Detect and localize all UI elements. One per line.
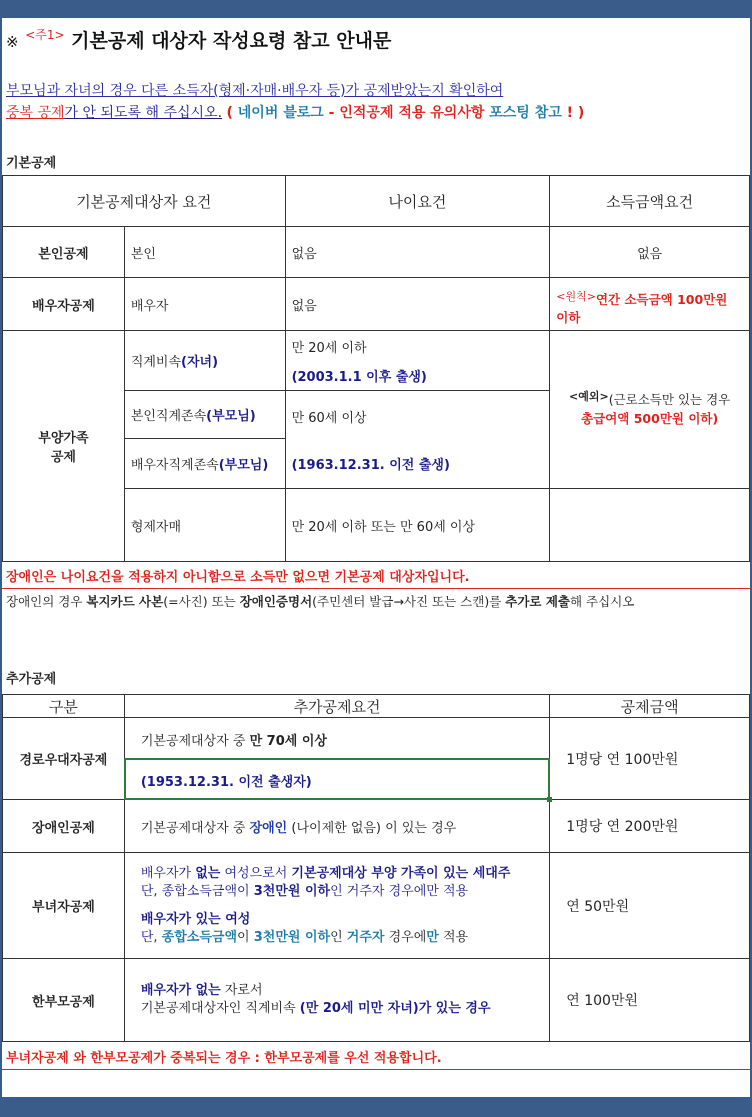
amount-disabled: 1명당 연 200만원	[550, 800, 750, 853]
category-woman: 부녀자공제	[3, 853, 125, 959]
category-elderly: 경로우대자공제	[3, 718, 125, 800]
notice-line-1: 부모님과 자녀의 경우 다른 소득자(형제·자매·배우자 등)가 공제받았는지 확인하여	[6, 83, 504, 99]
income-spouse: 연간 소득금액 100만원 이하	[556, 292, 728, 325]
req-disabled	[124, 800, 549, 853]
category-dependents-line1: 부양가족	[38, 431, 89, 446]
additional-section-label: 추가공제	[6, 672, 57, 687]
req-elderly-prefix: 기본공제대상자 중	[140, 734, 250, 749]
req-single-b2: (만 20세 미만 자녀)가 있는 경우	[299, 1001, 491, 1016]
exception-amount: 총급여액 500만원 이하)	[581, 411, 719, 426]
who-child-paren: (자녀)	[181, 355, 219, 370]
req-woman-c1: 배우자가 있는 여성	[140, 911, 251, 927]
blog-link-text[interactable]: 네이버 블로그	[237, 105, 324, 121]
exception-tag: <예외>	[569, 390, 609, 403]
disabled-info-add: 추가로 제출	[505, 594, 570, 609]
req-single-a1: 배우자가 없는	[140, 983, 221, 998]
category-single-parent: 한부모공제	[3, 959, 125, 1042]
req-woman-d5: 인	[330, 929, 347, 945]
req-woman	[124, 853, 549, 959]
age-elder	[285, 391, 550, 489]
req-single-parent	[124, 959, 549, 1042]
who-spouse: 배우자	[124, 278, 285, 331]
disabled-info-3: (주민센터 발급→사진 또는 스캔)를	[312, 594, 506, 609]
header-requirement: 기본공제대상자 요건	[3, 176, 286, 227]
disabled-warning-underline	[2, 588, 750, 589]
who-parent-label: 본인직계존속	[130, 409, 207, 424]
category-disabled: 장애인공제	[3, 800, 125, 853]
who-parent-paren: (부모님)	[206, 409, 256, 424]
age-elder-line1: 만 60세 이상	[291, 411, 367, 426]
header-add-requirement: 추가공제요건	[124, 695, 549, 718]
notice-paren-open: (	[226, 105, 238, 121]
who-spouse-parent-label: 배우자직계존속	[130, 458, 219, 473]
category-dependents-line2: 공제	[50, 450, 76, 465]
disabled-warning: 장애인은 나이요건을 적용하지 아니함으로 소득만 없으면 기본공제 대상자입니다.	[6, 570, 470, 585]
additional-deduction-table	[2, 694, 750, 1042]
duplicate-deduction-text: 중복 공제	[6, 105, 65, 121]
req-woman-b2: 3천만원 이하	[253, 883, 331, 899]
header-income: 소득금액요건	[550, 176, 750, 227]
basic-section-label: 기본공제	[6, 156, 57, 171]
req-single-a2: 자로서	[220, 983, 263, 998]
who-spouse-parent-paren: (부모님)	[218, 458, 269, 473]
header-category: 구분	[3, 695, 125, 718]
who-spouse-parent	[124, 439, 285, 489]
age-child	[285, 331, 550, 391]
req-elderly-bold: 만 70세 이상	[249, 734, 327, 749]
page-title	[6, 26, 391, 53]
disabled-info-doc1: 복지카드 사본	[86, 594, 164, 609]
amount-elderly: 1명당 연 100만원	[550, 718, 750, 800]
req-woman-b3: 인 거주자 경우에만 적용	[330, 883, 469, 899]
req-elderly-born: (1953.12.31. 이전 출생자)	[140, 775, 312, 790]
header-age: 나이요건	[285, 176, 550, 227]
notice-dash: -	[323, 105, 340, 121]
req-woman-d4: 3천만원 이하	[253, 929, 331, 945]
req-woman-a1: 배우자가	[140, 865, 196, 881]
disabled-info-1: 장애인의 경우	[6, 594, 87, 609]
age-child-line1: 만 20세 이하	[291, 340, 367, 356]
age-child-born: (2003.1.1 이후 출생)	[291, 369, 427, 385]
selected-cell-highlight[interactable]	[124, 758, 550, 800]
req-woman-d8: 만	[426, 929, 439, 945]
age-self: 없음	[285, 227, 550, 278]
req-disabled-suffix: 이 있는 경우	[381, 820, 457, 836]
amount-woman: 연 50만원	[550, 853, 750, 959]
income-self: 없음	[550, 227, 750, 278]
category-dependents	[3, 331, 125, 562]
income-dependents-cell	[550, 331, 750, 489]
age-spouse: 없음	[285, 278, 550, 331]
title-text: 기본공제 대상자 작성요령 참고 안내문	[71, 30, 392, 52]
footer-underline	[2, 1069, 750, 1070]
notice-line-2-rest: 가 안 되도록 해 주십시오.	[64, 105, 223, 121]
income-spouse-cell	[550, 278, 750, 331]
bottom-frame-bar	[0, 1097, 752, 1117]
req-woman-d2: 종합소득금액	[161, 929, 238, 945]
req-woman-d3: 이	[237, 929, 254, 945]
age-sibling: 만 20세 이하 또는 만 60세 이상	[285, 489, 550, 562]
req-woman-d9: 적용	[438, 929, 469, 945]
income-sibling-cell	[550, 489, 750, 562]
notice-paren-close: ! )	[561, 105, 585, 121]
basic-deduction-table	[2, 175, 750, 562]
blog-topic-text: 인적공제 적용 유의사항	[339, 105, 485, 121]
category-self: 본인공제	[3, 227, 125, 278]
req-woman-d6: 거주자	[346, 929, 385, 945]
footer-warning: 부녀자공제 와 한부모공제가 중복되는 경우 : 한부모공제를 우선 적용합니다.	[6, 1051, 442, 1066]
disabled-info-2: (=사진) 또는	[163, 594, 240, 609]
req-disabled-prefix: 기본공제대상자 중	[140, 820, 250, 836]
req-woman-a2: 없는	[195, 865, 221, 881]
top-frame-bar	[0, 0, 752, 18]
disabled-info	[6, 592, 634, 610]
reference-mark-icon: ※	[6, 33, 19, 51]
disabled-info-doc2: 장애인증명서	[239, 594, 313, 609]
who-self: 본인	[124, 227, 285, 278]
who-parent	[124, 391, 285, 439]
who-child	[124, 331, 285, 391]
posting-ref-text: 포스팅 참고	[484, 105, 562, 121]
who-child-label: 직계비속	[130, 355, 182, 370]
disabled-info-4: 해 주십시오	[570, 594, 635, 609]
category-spouse: 배우자공제	[3, 278, 125, 331]
who-sibling: 형제자매	[124, 489, 285, 562]
notice-line-2	[6, 102, 584, 122]
req-woman-d1: 단,	[140, 929, 162, 945]
req-woman-d7: 경우에	[384, 929, 427, 945]
age-elder-born: (1963.12.31. 이전 출생)	[291, 458, 450, 473]
title-note-tag: <주1>	[25, 28, 65, 42]
req-woman-b1: 단, 종합소득금액이	[140, 883, 254, 899]
exception-text: (근로소득만 있는 경우	[608, 392, 731, 407]
req-disabled-paren: (나이제한 없음)	[287, 820, 382, 836]
header-amount: 공제금액	[550, 695, 750, 718]
principle-tag: <원칙>	[556, 290, 596, 303]
req-woman-a4: 기본공제대상 부양 가족이 있는 세대주	[291, 865, 511, 881]
amount-single-parent: 연 100만원	[550, 959, 750, 1042]
req-woman-a3: 여성으로서	[220, 865, 292, 881]
req-disabled-blue: 장애인	[249, 820, 288, 836]
req-single-b1: 기본공제대상자인 직계비속	[140, 1001, 300, 1016]
